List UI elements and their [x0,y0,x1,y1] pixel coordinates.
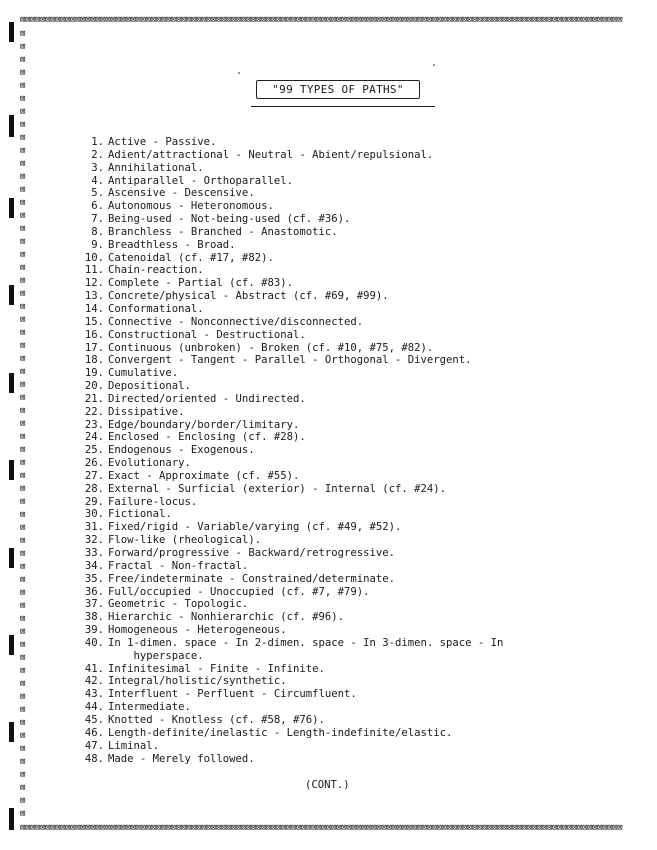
item-text: Free/indeterminate - Constrained/determinate. [108,572,396,585]
item-number: 40. [84,636,104,649]
item-number: 20. [84,380,104,393]
item-text: Concrete/physical - Abstract (cf. #69, #99). [108,290,389,303]
item-number: 30. [84,508,104,521]
scan-speck [433,64,435,66]
item-text: Exact - Approximate (cf. #55). [108,469,300,482]
item-number: 8. [91,225,104,238]
item-text: Length-definite/inelastic - Length-indefinite/elastic. [108,726,453,739]
item-text: Hierarchic - Nonhierarchic (cf. #96). [108,611,344,624]
item-number: 2. [91,148,104,161]
item-text: Full/occupied - Unoccupied (cf. #7, #79). [108,585,370,598]
item-text: Enclosed - Enclosing (cf. #28). [108,431,306,444]
item-number: 43. [84,688,104,701]
item-text: Conformational. [108,302,204,315]
item-number: 26. [84,457,104,470]
item-number: 25. [84,444,104,457]
item-number: 13. [84,290,104,303]
item-number: 3. [91,161,104,174]
item-text: Constructional - Destructional. [108,328,306,341]
item-number: 34. [84,559,104,572]
item-text: Being-used - Not-being-used (cf. #36). [108,213,351,226]
item-number: 28. [84,482,104,495]
item-text: Made - Merely followed. [108,752,255,765]
item-number: 4. [91,174,104,187]
item-number: 47. [84,739,104,752]
item-number: 15. [84,315,104,328]
item-number: 16. [84,328,104,341]
item-text: Endogenous - Exogenous. [108,444,255,457]
item-number: 41. [84,662,104,675]
item-number: 42. [84,675,104,688]
title-underline [251,106,435,107]
item-number: 31. [84,521,104,534]
item-text: Infinitesimal - Finite - Infinite. [108,662,325,675]
item-number: 37. [84,598,104,611]
item-number: 27. [84,469,104,482]
item-text: Forward/progressive - Backward/retrogressive. [108,547,396,559]
item-number: 17. [84,341,104,354]
item-number: 36. [84,585,104,598]
item-text: Adient/attractional - Neutral - Abient/repulsional. [108,148,434,161]
item-text: Autonomous - Heteronomous. [108,200,274,213]
item-text: In 1-dimen. space - In 2-dimen. space - In 3-dimen. space - In hyperspace. [108,636,504,662]
item-text: Antiparallel - Orthoparallel. [108,174,293,187]
item-text: Annihilational. [108,161,204,174]
scan-speck [238,72,240,74]
item-text: Dissipative. [108,405,185,418]
item-text: Integral/holistic/synthetic. [108,675,287,688]
margin-bar [9,115,14,137]
item-text: Directed/oriented - Undirected. [108,392,306,405]
item-text: Intermediate. [108,701,191,714]
item-number: 5. [91,187,104,200]
item-number: 19. [84,367,104,380]
item-number: 1. [91,136,104,148]
page-title: "99 TYPES OF PATHS" [256,80,420,99]
item-text: Branchless - Branched - Anastomotic. [108,225,338,238]
item-number: 48. [84,752,104,765]
item-number: 6. [91,200,104,213]
item-text: Fractal - Non-fractal. [108,559,249,572]
item-text: Failure-locus. [108,495,198,508]
item-text: Fictional. [108,508,172,521]
item-number: 22. [84,405,104,418]
item-number: 9. [91,238,104,251]
left-border: ⊠ ⊠ ⊠ ⊠ ⊠ ⊠ ⊠ ⊠ ⊠ ⊠ ⊠ ⊠ ⊠ ⊠ ⊠ ⊠ ⊠ ⊠ ⊠ ⊠ ⊠ ⊠ ⊠ ⊠ ⊠ ⊠ ⊠ ⊠ ⊠ ⊠ ⊠ ⊠ ⊠ ⊠ ⊠ ⊠ ⊠ ⊠ ⊠ ⊠ ⊠ ⊠ ⊠ ⊠ ⊠ ⊠ ⊠ ⊠ ⊠ ⊠ ⊠ ⊠ ⊠ ⊠ ⊠ ⊠ ⊠ ⊠ ⊠ ⊠ ⊠ [20,29,26,818]
item-text: Complete - Partial (cf. #83). [108,277,293,290]
item-text: Homogeneous - Heterogeneous. [108,624,287,637]
item-text: Flow-like (rheological). [108,534,262,547]
item-text: Knotted - Knotless (cf. #58, #76). [108,713,325,726]
item-text: Breadthless - Broad. [108,238,236,251]
item-text: Edge/boundary/border/limitary. [108,418,300,431]
item-number: 18. [84,354,104,367]
item-number: 7. [91,213,104,226]
item-number: 10. [84,251,104,264]
item-text: Depositional. [108,380,191,393]
item-number: 39. [84,624,104,637]
item-text: Interfluent - Perfluent - Circumfluent. [108,688,357,701]
item-text: Convergent - Tangent - Parallel - Orthogonal - Divergent. [108,354,472,367]
item-text: Active - Passive. [108,136,217,148]
item-number: 35. [84,572,104,585]
item-number: 32. [84,534,104,547]
margin-bar [9,22,14,42]
item-text: Fixed/rigid - Variable/varying (cf. #49, #52). [108,521,402,534]
item-number: 45. [84,713,104,726]
continuation-label: (CONT.) [305,779,350,791]
item-number: 44. [84,701,104,714]
item-number: 29. [84,495,104,508]
item-text: Evolutionary. [108,457,191,470]
item-text: External - Surficial (exterior) - Internal (cf. #24). [108,482,447,495]
item-number: 38. [84,611,104,624]
item-number: 24. [84,431,104,444]
bottom-border: ⊠⊠⊠⊠⊠⊠⊠⊠⊠⊠⊠⊠⊠⊠⊠⊠⊠⊠⊠⊠⊠⊠⊠⊠⊠⊠⊠⊠⊠⊠⊠⊠⊠⊠⊠⊠⊠⊠⊠⊠⊠⊠⊠⊠⊠⊠⊠⊠⊠⊠⊠⊠⊠⊠⊠⊠⊠⊠⊠⊠⊠⊠⊠⊠⊠⊠⊠⊠⊠⊠⊠⊠⊠⊠⊠⊠⊠⊠⊠⊠⊠⊠⊠⊠⊠⊠⊠⊠⊠⊠⊠⊠⊠⊠⊠⊠⊠⊠⊠⊠⊠⊠⊠⊠⊠⊠⊠⊠⊠⊠⊠⊠⊠⊠⊠⊠⊠⊠⊠⊠ [20,823,623,833]
item-number: 12. [84,277,104,290]
item-number: 21. [84,392,104,405]
top-border: ⊠⊠⊠⊠⊠⊠⊠⊠⊠⊠⊠⊠⊠⊠⊠⊠⊠⊠⊠⊠⊠⊠⊠⊠⊠⊠⊠⊠⊠⊠⊠⊠⊠⊠⊠⊠⊠⊠⊠⊠⊠⊠⊠⊠⊠⊠⊠⊠⊠⊠⊠⊠⊠⊠⊠⊠⊠⊠⊠⊠⊠⊠⊠⊠⊠⊠⊠⊠⊠⊠⊠⊠⊠⊠⊠⊠⊠⊠⊠⊠⊠⊠⊠⊠⊠⊠⊠⊠⊠⊠⊠⊠⊠⊠⊠⊠⊠⊠⊠⊠⊠⊠⊠⊠⊠⊠⊠⊠⊠⊠⊠⊠⊠⊠⊠⊠⊠⊠⊠⊠ [20,15,623,25]
item-text: Connective - Nonconnective/disconnected. [108,315,364,328]
item-text: Geometric - Topologic. [108,598,249,611]
item-text: Cumulative. [108,367,179,380]
item-text: Catenoidal (cf. #17, #82). [108,251,274,264]
item-text: Continuous (unbroken) - Broken (cf. #10, #75, #82). [108,341,434,354]
item-number: 14. [84,302,104,315]
item-text: Chain-reaction. [108,264,204,277]
item-number: 23. [84,418,104,431]
item-text: Liminal. [108,739,160,752]
margin-bar [9,808,14,830]
item-number: 11. [84,264,104,277]
item-number: 33. [84,547,104,559]
item-number: 46. [84,726,104,739]
item-text: Ascensive - Descensive. [108,187,255,200]
